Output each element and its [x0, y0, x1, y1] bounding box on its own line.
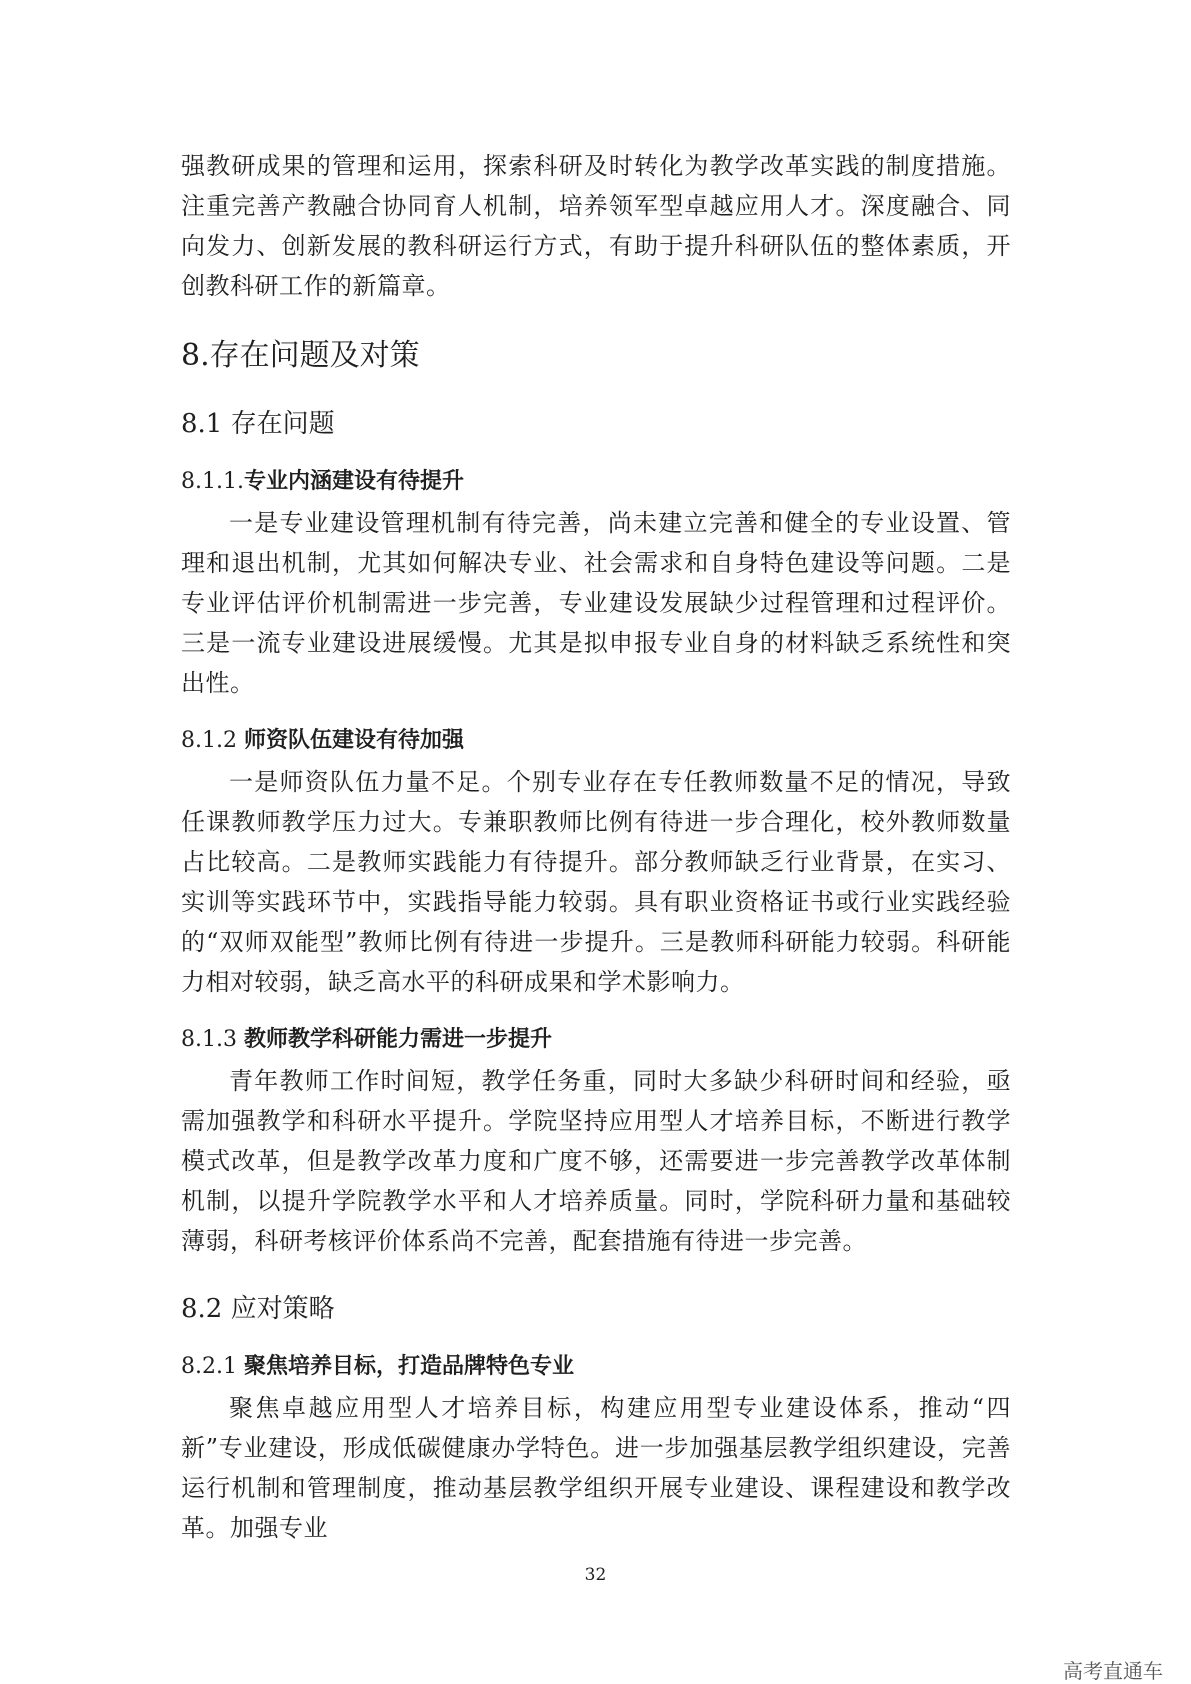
- subsection-8-1-1: [181, 464, 1011, 703]
- subsection-8-1-2-body: 一是师资队伍力量不足。个别专业存在专任教师数量不足的情况，导致任课教师教学压力过大。专兼职教师比例有待进一步合理化，校外教师数量占比较高。二是教师实践能力有待提升。部分教师缺乏行业背景，在实习、实训等实践环节中，实践指导能力较弱。具有职业资格证书或行业实践经验的“双师双能型”教师比例有待进一步提升。三是教师科研能力较弱。科研能力相对较弱，缺乏高水平的科研成果和学术影响力。: [181, 768, 1011, 996]
- subsection-title: 教师教学科研能力需进一步提升: [243, 1026, 552, 1052]
- subsection-number: 8.2.1: [181, 1354, 244, 1379]
- section-8-1-heading: 8.1 存在问题: [181, 409, 335, 439]
- subsection-8-1-1-body: 一是专业建设管理机制有待完善，尚未建立完善和健全的专业设置、管理和退出机制，尤其如何解决专业、社会需求和自身特色建设等问题。二是专业评估评价机制需进一步完善，专业建设发展缺少过程管理和过程评价。三是一流专业建设进展缓慢。尤其是拟申报专业自身的材料缺乏系统性和突出性。: [181, 509, 1011, 697]
- subsection-title: 师资队伍建设有待加强: [243, 727, 464, 753]
- subsection-8-1-3-body: 青年教师工作时间短，教学任务重，同时大多缺少科研时间和经验，亟需加强教学和科研水平提升。学院坚持应用型人才培养目标，不断进行教学模式改革，但是教学改革力度和广度不够，还需要进一步完善教学改革体制机制，以提升学院教学水平和人才培养质量。同时，学院科研力量和基础较薄弱，科研考核评价体系尚不完善，配套措施有待进一步完善。: [181, 1067, 1011, 1255]
- subsection-8-2-1-heading: [181, 1349, 1011, 1384]
- section-8-2-heading: 8.2 应对策略: [181, 1294, 335, 1324]
- document-page: [181, 146, 1011, 1548]
- watermark-text: 高考直通车: [1063, 1661, 1163, 1683]
- subsection-title: 聚焦培养目标，打造品牌特色专业: [243, 1353, 574, 1379]
- subsection-number: 8.1.1.: [181, 469, 244, 494]
- subsection-8-1-1-heading: [181, 464, 1011, 499]
- subsection-title: 专业内涵建设有待提升: [243, 468, 464, 494]
- subsection-8-1-3-heading: [181, 1022, 1011, 1057]
- subsection-8-2-1: [181, 1349, 1011, 1548]
- subsection-8-2-1-body: 聚焦卓越应用型人才培养目标，构建应用型专业建设体系，推动“四新”专业建设，形成低碳健康办学特色。进一步加强基层教学组织建设，完善运行机制和管理制度，推动基层教学组织开展专业建设、课程建设和教学改革。加强专业: [181, 1394, 1011, 1542]
- subsection-8-1-3: [181, 1022, 1011, 1261]
- section-8-heading: 8.存在问题及对策: [181, 338, 420, 373]
- subsection-8-1-2-heading: [181, 723, 1011, 758]
- subsection-number: 8.1.2: [181, 728, 244, 753]
- intro-paragraph: 强教研成果的管理和运用，探索科研及时转化为教学改革实践的制度措施。注重完善产教融合协同育人机制，培养领军型卓越应用人才。深度融合、同向发力、创新发展的教科研运行方式，有助于提升科研队伍的整体素质，开创教科研工作的新篇章。: [181, 152, 1011, 300]
- page-number: 32: [584, 1565, 607, 1585]
- subsection-number: 8.1.3: [181, 1027, 244, 1052]
- subsection-8-1-2: [181, 723, 1011, 1002]
